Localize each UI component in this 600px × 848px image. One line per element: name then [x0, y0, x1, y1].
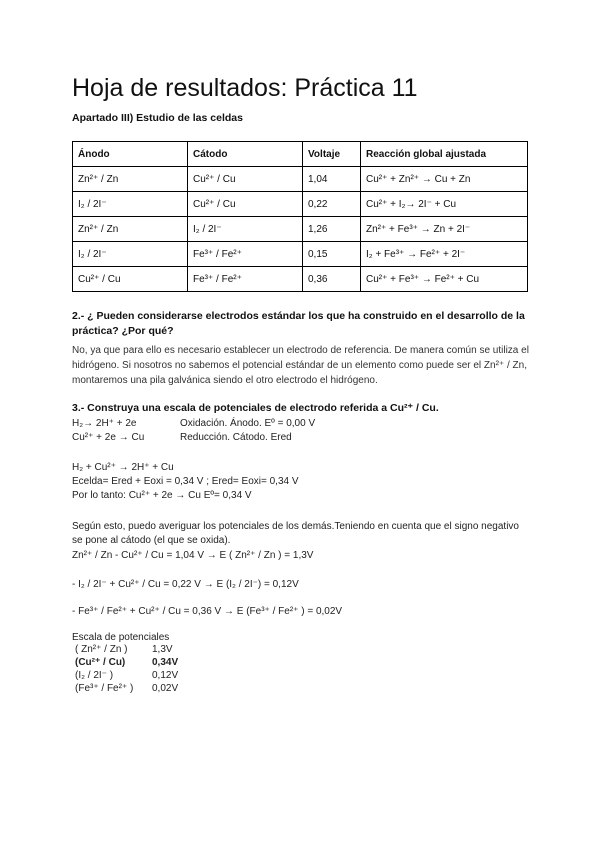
cell-reaction: I₂ + Fe³⁺ → Fe²⁺ + 2I⁻	[361, 242, 528, 267]
cell-anode: I₂ / 2I⁻	[73, 192, 188, 217]
page-title: Hoja de resultados: Práctica 11	[72, 74, 418, 102]
scale-value: 0,02V	[152, 683, 179, 694]
question-2: 2.- ¿ Pueden considerarse electrodos estándar los que ha construido en el desarrollo de la práctica? ¿Por qué?	[72, 310, 525, 337]
reduction-description: Reducción. Cátodo. Ered	[180, 432, 292, 443]
section-subtitle: Apartado III) Estudio de las celdas	[72, 112, 243, 124]
cell-reaction: Cu²⁺ + Fe³⁺ → Fe²⁺ + Cu	[361, 267, 528, 292]
cell-anode: Zn²⁺ / Zn	[73, 217, 188, 242]
scale-row	[72, 670, 178, 683]
oxidation-equation: H₂→ 2H⁺ + 2e	[72, 418, 137, 429]
cell-anode: I₂ / 2I⁻	[73, 242, 188, 267]
cell-cathode: Cu²⁺ / Cu	[188, 167, 303, 192]
calculation-i2: - I₂ / 2I⁻ + Cu²⁺ / Cu = 0,22 V → E (I₂ / 2I⁻) = 0,12V	[72, 579, 299, 590]
cell-anode: Cu²⁺ / Cu	[73, 267, 188, 292]
results-table	[72, 141, 528, 292]
cell-reaction: Zn²⁺ + Fe³⁺ → Zn + 2I⁻	[361, 217, 528, 242]
table-header-row	[73, 142, 528, 167]
oxidation-line	[72, 418, 316, 429]
global-reaction: H₂ + Cu²⁺ → 2H⁺ + Cu	[72, 462, 174, 473]
scale-value: 1,3V	[152, 644, 173, 655]
cell-cathode: Fe³⁺ / Fe²⁺	[188, 242, 303, 267]
header-anode: Ánodo	[73, 142, 188, 167]
table-row	[73, 217, 528, 242]
scale-value: 0,34V	[152, 657, 179, 668]
cell-reaction: Cu²⁺ + Zn²⁺ → Cu + Zn	[361, 167, 528, 192]
scale-row	[72, 683, 178, 696]
cell-voltage: 0,36	[303, 267, 361, 292]
reduction-line	[72, 432, 292, 443]
cell-cathode: I₂ / 2I⁻	[188, 217, 303, 242]
ecelda-line: Ecelda= Ered + Eoxi = 0,34 V ; Ered= Eoxi= 0,34 V	[72, 476, 299, 487]
cell-cathode: Cu²⁺ / Cu	[188, 192, 303, 217]
table-row	[73, 192, 528, 217]
header-cathode: Cátodo	[188, 142, 303, 167]
header-voltage: Voltaje	[303, 142, 361, 167]
cell-voltage: 0,15	[303, 242, 361, 267]
table-row	[73, 267, 528, 292]
potential-scale	[72, 644, 178, 696]
cell-cathode: Fe³⁺ / Fe²⁺	[188, 267, 303, 292]
answer-2: No, ya que para ello es necesario establecer un electrodo de referencia. De manera común se utiliza el hidrógeno. Si nosotros no sabemos el potencial estándar de un elemento como puede ser el Zn²⁺ / Zn, montaremos una pila galvánica siendo el otro electrodo el hidrógeno.	[72, 345, 529, 386]
cell-reaction: Cu²⁺ + I₂→ 2I⁻ + Cu	[361, 192, 528, 217]
calculation-zn: Zn²⁺ / Zn - Cu²⁺ / Cu = 1,04 V → E ( Zn²⁺ / Zn ) = 1,3V	[72, 550, 314, 561]
cell-voltage: 0,22	[303, 192, 361, 217]
explanation-paragraph: Según esto, puedo averiguar los potenciales de los demás.Teniendo en cuenta que el signo negativo se pone al cátodo (el que se oxida).	[72, 521, 519, 546]
cell-voltage: 1,04	[303, 167, 361, 192]
scale-value: 0,12V	[152, 670, 179, 681]
scale-pair: (Fe³⁺ / Fe²⁺ )	[75, 683, 134, 694]
table-row	[73, 167, 528, 192]
scale-row	[72, 657, 178, 670]
oxidation-description: Oxidación. Ánodo. Eº = 0,00 V	[180, 418, 316, 429]
question-3: 3.- Construya una escala de potenciales de electrodo referida a Cu²⁺ / Cu.	[72, 402, 439, 414]
cell-anode: Zn²⁺ / Zn	[73, 167, 188, 192]
header-reaction: Reacción global ajustada	[361, 142, 528, 167]
table-row	[73, 242, 528, 267]
scale-pair: (Cu²⁺ / Cu)	[75, 657, 126, 668]
scale-pair: (I₂ / 2I⁻ )	[75, 670, 114, 681]
scale-pair: ( Zn²⁺ / Zn )	[75, 644, 128, 655]
scale-title: Escala de potenciales	[72, 632, 170, 643]
scale-row	[72, 644, 178, 657]
conclusion-line: Por lo tanto: Cu²⁺ + 2e → Cu Eº= 0,34 V	[72, 490, 252, 501]
cell-voltage: 1,26	[303, 217, 361, 242]
calculation-fe: - Fe³⁺ / Fe²⁺ + Cu²⁺ / Cu = 0,36 V → E (Fe³⁺ / Fe²⁺ ) = 0,02V	[72, 606, 343, 617]
reduction-equation: Cu²⁺ + 2e → Cu	[72, 432, 145, 443]
